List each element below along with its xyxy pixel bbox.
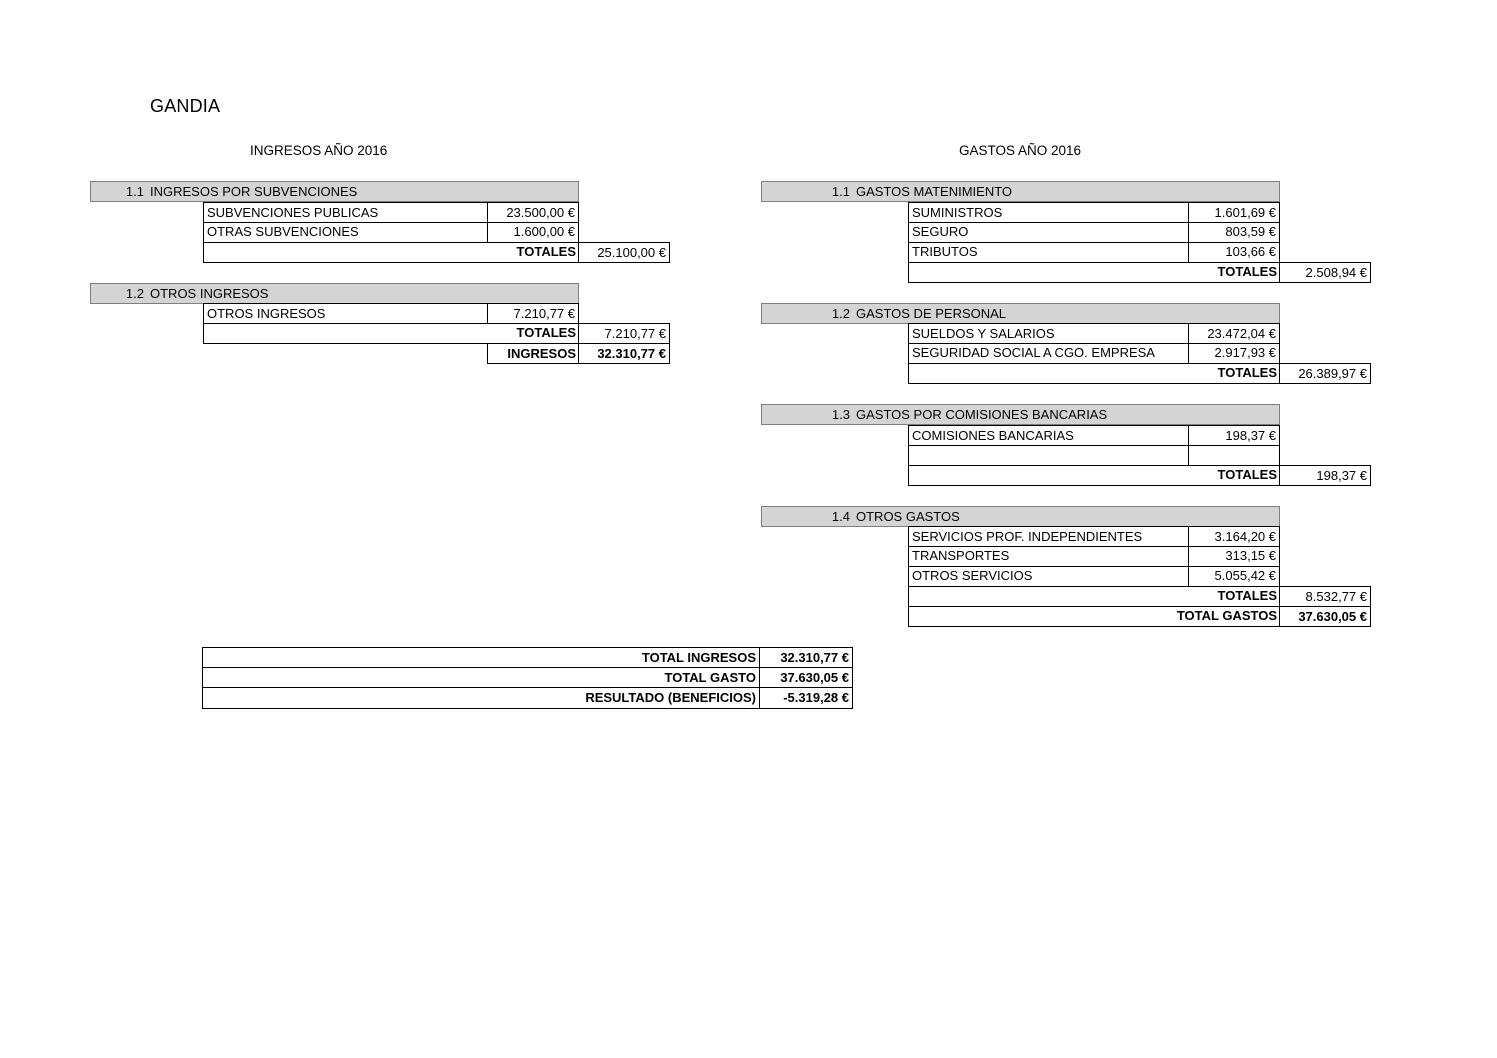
grand-total-label: INGRESOS — [487, 343, 579, 364]
item-name: OTROS INGRESOS — [203, 303, 488, 324]
ingresos-heading: INGRESOS AÑO 2016 — [250, 143, 388, 158]
item-value: 23.472,04 € — [1188, 323, 1280, 344]
item-value: 1.601,69 € — [1188, 202, 1280, 223]
totals-label: TOTALES — [908, 586, 1280, 607]
item-value: 7.210,77 € — [487, 303, 579, 324]
totals-value: 26.389,97 € — [1279, 363, 1371, 384]
gastos-heading: GASTOS AÑO 2016 — [959, 143, 1082, 158]
grand-total-value: 37.630,05 € — [1279, 606, 1371, 627]
item-name: SUMINISTROS — [908, 202, 1189, 223]
summary-label: TOTAL INGRESOS — [203, 648, 760, 668]
section-label: INGRESOS POR SUBVENCIONES — [147, 181, 579, 202]
item-value: 103,66 € — [1188, 242, 1280, 263]
summary-value: -5.319,28 € — [783, 690, 849, 705]
item-name: SEGURIDAD SOCIAL A CGO. EMPRESA — [908, 343, 1189, 364]
totals-value: 7.210,77 € — [578, 323, 670, 344]
item-name: COMISIONES BANCARIAS — [908, 425, 1189, 446]
item-name: OTROS SERVICIOS — [908, 566, 1189, 587]
item-name: TRIBUTOS — [908, 242, 1189, 263]
item-value: 5.055,42 € — [1188, 566, 1280, 587]
item-name: SUBVENCIONES PUBLICAS — [203, 202, 488, 223]
item-name: SUELDOS Y SALARIOS — [908, 323, 1189, 344]
totals-label: TOTALES — [203, 323, 579, 344]
section-number: 1.3 — [761, 404, 854, 425]
totals-value: 198,37 € — [1279, 465, 1371, 486]
item-value: 803,59 € — [1188, 222, 1280, 243]
section-number: 1.1 — [761, 181, 854, 202]
page-title: GANDIA — [150, 96, 221, 116]
item-value: 3.164,20 € — [1188, 526, 1280, 547]
item-value: 1.600,00 € — [487, 222, 579, 243]
section-label: GASTOS DE PERSONAL — [853, 303, 1280, 324]
section-label: OTROS GASTOS — [853, 506, 1280, 527]
summary-label: RESULTADO (BENEFICIOS) — [203, 688, 760, 708]
item-name: OTRAS SUBVENCIONES — [203, 222, 488, 243]
totals-label: TOTALES — [908, 465, 1280, 486]
item-value: 2.917,93 € — [1188, 343, 1280, 364]
section-label: OTROS INGRESOS — [147, 283, 579, 304]
section-label: GASTOS MATENIMIENTO — [853, 181, 1280, 202]
summary-value: 37.630,05 € — [760, 668, 852, 688]
summary-table — [202, 647, 853, 709]
summary-label: TOTAL GASTO — [203, 668, 760, 688]
totals-value: 8.532,77 € — [1279, 586, 1371, 607]
totals-value: 25.100,00 € — [578, 242, 670, 263]
totals-label: TOTALES — [908, 262, 1280, 283]
totals-label: TOTALES — [203, 242, 579, 263]
item-name: TRANSPORTES — [908, 546, 1189, 567]
section-number: 1.2 — [761, 303, 854, 324]
item-value: 313,15 € — [1188, 546, 1280, 567]
summary-value: 32.310,77 € — [760, 648, 852, 668]
totals-label: TOTALES — [908, 363, 1280, 384]
item-value: 198,37 € — [1188, 425, 1280, 446]
section-number: 1.4 — [761, 506, 854, 527]
section-label: GASTOS POR COMISIONES BANCARIAS — [853, 404, 1280, 425]
item-name: SERVICIOS PROF. INDEPENDIENTES — [908, 526, 1189, 547]
grand-total-label: TOTAL GASTOS — [908, 606, 1280, 627]
section-number: 1.1 — [90, 181, 148, 202]
section-number: 1.2 — [90, 283, 148, 304]
item-name — [908, 445, 1189, 466]
item-value — [1188, 445, 1280, 466]
grand-total-value: 32.310,77 € — [578, 343, 670, 364]
totals-value: 2.508,94 € — [1279, 262, 1371, 283]
item-name: SEGURO — [908, 222, 1189, 243]
item-value: 23.500,00 € — [487, 202, 579, 223]
